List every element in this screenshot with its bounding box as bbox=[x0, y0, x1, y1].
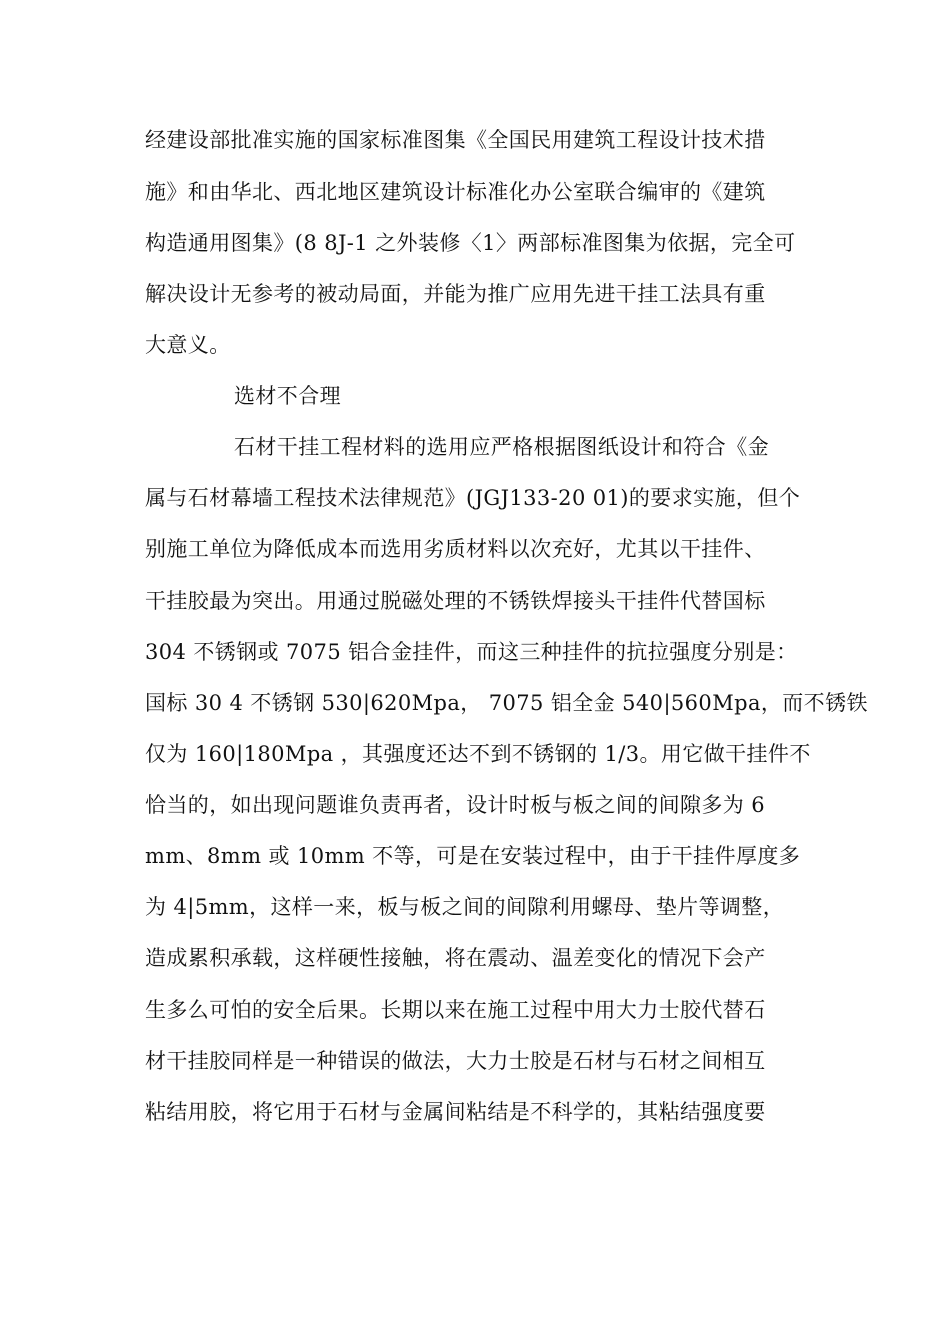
paragraph-line: 粘结用胶，将它用于石材与金属间粘结是不科学的，其粘结强度要 bbox=[145, 1100, 766, 1124]
paragraph-line: 恰当的，如出现问题谁负责再者，设计时板与板之间的间隙多为 6 bbox=[145, 793, 766, 817]
paragraph-line: 造成累积承载，这样硬性接触，将在震动、温差变化的情况下会产 bbox=[145, 946, 766, 970]
paragraph-line: 生多么可怕的安全后果。长期以来在施工过程中用大力士胶代替石 bbox=[145, 998, 766, 1022]
paragraph-line: 304 不锈钢或 7075 铝合金挂件，而这三种挂件的抗拉强度分别是： bbox=[145, 640, 798, 664]
paragraph-line: 构造通用图集》(8 8J-1 之外装修〈1〉两部标准图集为依据，完全可 bbox=[145, 231, 796, 255]
paragraph-line: 仅为 160|180Mpa ，其强度还达不到不锈钢的 1/3。用它做干挂件不 bbox=[145, 742, 811, 766]
paragraph-line: 施》和由华北、西北地区建筑设计标准化办公室联合编审的《建筑 bbox=[145, 180, 766, 204]
paragraph-line: 解决设计无参考的被动局面，并能为推广应用先进干挂工法具有重 bbox=[145, 282, 766, 306]
paragraph-line: 国标 30 4 不锈钢 530|620Mpa， 7075 铝全金 540|560Mpa，而不锈铁 bbox=[145, 691, 868, 715]
paragraph-line: 材干挂胶同样是一种错误的做法，大力士胶是石材与石材之间相互 bbox=[145, 1049, 766, 1073]
paragraph-line: 石材干挂工程材料的选用应严格根据图纸设计和符合《金 bbox=[234, 435, 769, 459]
paragraph-line: 别施工单位为降低成本而选用劣质材料以次充好，尤其以干挂件、 bbox=[145, 537, 766, 561]
paragraph-line: 为 4|5mm，这样一来，板与板之间的间隙利用螺母、垫片等调整， bbox=[145, 895, 785, 919]
section-heading: 选材不合理 bbox=[234, 384, 341, 408]
paragraph-line: 经建设部批准实施的国家标准图集《全国民用建筑工程设计技术措 bbox=[145, 128, 766, 152]
paragraph-line: mm、8mm 或 10mm 不等，可是在安装过程中，由于干挂件厚度多 bbox=[145, 844, 801, 868]
paragraph-line: 属与石材幕墙工程技术法律规范》(JGJ133-20 01)的要求实施，但个 bbox=[145, 486, 801, 510]
paragraph-line: 大意义。 bbox=[145, 333, 231, 357]
paragraph-line: 干挂胶最为突出。用通过脱磁处理的不锈铁焊接头干挂件代替国标 bbox=[145, 589, 766, 613]
